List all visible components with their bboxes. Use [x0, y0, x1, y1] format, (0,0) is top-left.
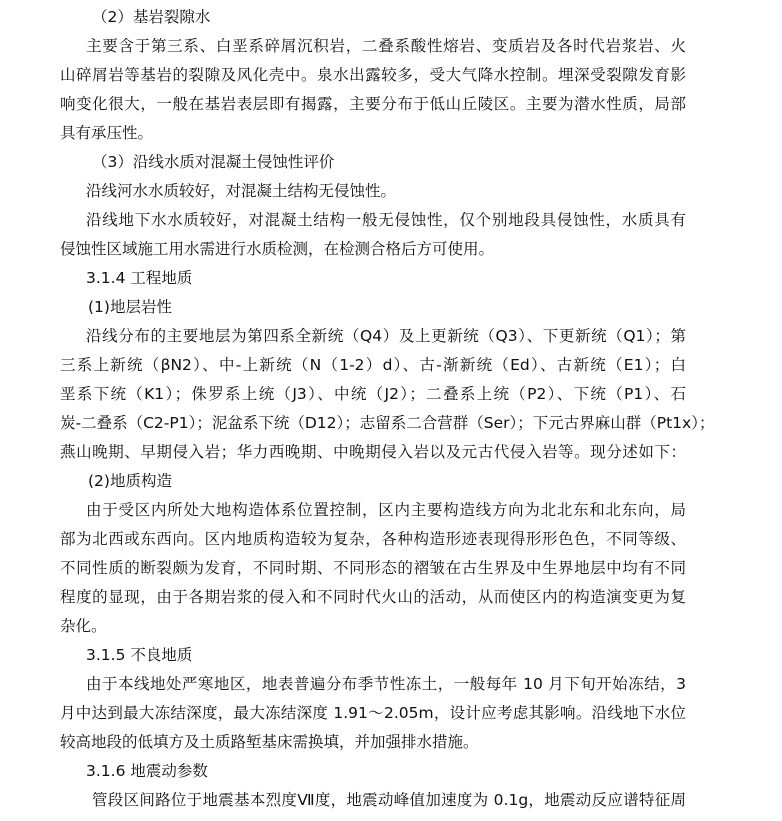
paragraph-line: 具有承压性。 [60, 124, 154, 142]
paragraph-line: 不同性质的断裂颇为发育，不同时期、不同形态的褶皱在古生界及中生界地层中均有不同 [60, 559, 686, 577]
paragraph-line: 山碎屑岩等基岩的裂隙及风化壳中。泉水出露较多，受大气降水控制。埋深受裂隙发育影 [60, 66, 686, 84]
paragraph-line: 管段区间路位于地震基本烈度Ⅶ度，地震动峰值加速度为 0.1g，地震动反应谱特征周 [92, 791, 686, 809]
paragraph-line: 侵蚀性区域施工用水需进行水质检测，在检测合格后方可使用。 [60, 240, 495, 258]
paragraph-line: 部为北西或东西向。区内地质构造较为复杂，各种构造形迹表现得形形色色，不同等级、 [60, 530, 686, 548]
heading-water-corrosion-evaluation: （3）沿线水质对混凝土侵蚀性评价 [92, 153, 335, 171]
section-heading-seismic-parameters: 3.1.6 地震动参数 [86, 762, 208, 780]
paragraph-line: 炭-二叠系（C2-P1）；泥盆系下统（D12）；志留系二合营群（Ser）；下元古界麻山群（Pt1x）； [60, 414, 715, 432]
paragraph-line: 主要含于第三系、白垩系碎屑沉积岩，二叠系酸性熔岩、变质岩及各时代岩浆岩、火 [86, 37, 686, 55]
heading-bedrock-fissure-water: （2）基岩裂隙水 [92, 8, 211, 26]
paragraph-line: 沿线河水水质较好，对混凝土结构无侵蚀性。 [86, 182, 397, 200]
paragraph-line: 燕山晚期、早期侵入岩；华力西晚期、中晚期侵入岩以及元古代侵入岩等。现分述如下： [60, 443, 686, 461]
paragraph-line: 三系上新统（βN2）、中-上新统（N（1-2）d）、古-渐新统（Ed）、古新统（E1）；白 [60, 356, 686, 374]
section-heading-adverse-geology: 3.1.5 不良地质 [86, 646, 193, 664]
paragraph-line: 杂化。 [60, 617, 107, 635]
paragraph-line: 响变化很大，一般在基岩表层即有揭露，主要分布于低山丘陵区。主要为潜水性质，局部 [60, 95, 686, 113]
paragraph-line: 较高地段的低填方及土质路堑基床需换填，并加强排水措施。 [60, 733, 479, 751]
paragraph-line: 沿线地下水水质较好，对混凝土结构一般无侵蚀性，仅个别地段具侵蚀性，水质具有 [86, 211, 686, 229]
paragraph-line: 垩系下统（K1）；侏罗系上统（J3）、中统（J2）；二叠系上统（P2）、下统（P1）、石 [60, 385, 686, 403]
paragraph-line: 沿线分布的主要地层为第四系全新统（Q4）及上更新统（Q3）、下更新统（Q1）；第 [86, 327, 686, 345]
paragraph-line: 由于受区内所处大地构造体系位置控制，区内主要构造线方向为北北东和北东向，局 [86, 501, 686, 519]
section-heading-engineering-geology: 3.1.4 工程地质 [86, 269, 193, 287]
paragraph-line: 由于本线地处严寒地区，地表普遍分布季节性冻土，一般每年 10 月下旬开始冻结，3 [86, 675, 686, 693]
paragraph-line: 程度的显现，由于各期岩浆的侵入和不同时代火山的活动，从而使区内的构造演变更为复 [60, 588, 686, 606]
heading-stratum-lithology: (1)地层岩性 [88, 298, 172, 316]
paragraph-line: 月中达到最大冻结深度，最大冻结深度 1.91～2.05m，设计应考虑其影响。沿线地下水位 [60, 704, 686, 722]
heading-geological-structure: (2)地质构造 [88, 472, 172, 490]
